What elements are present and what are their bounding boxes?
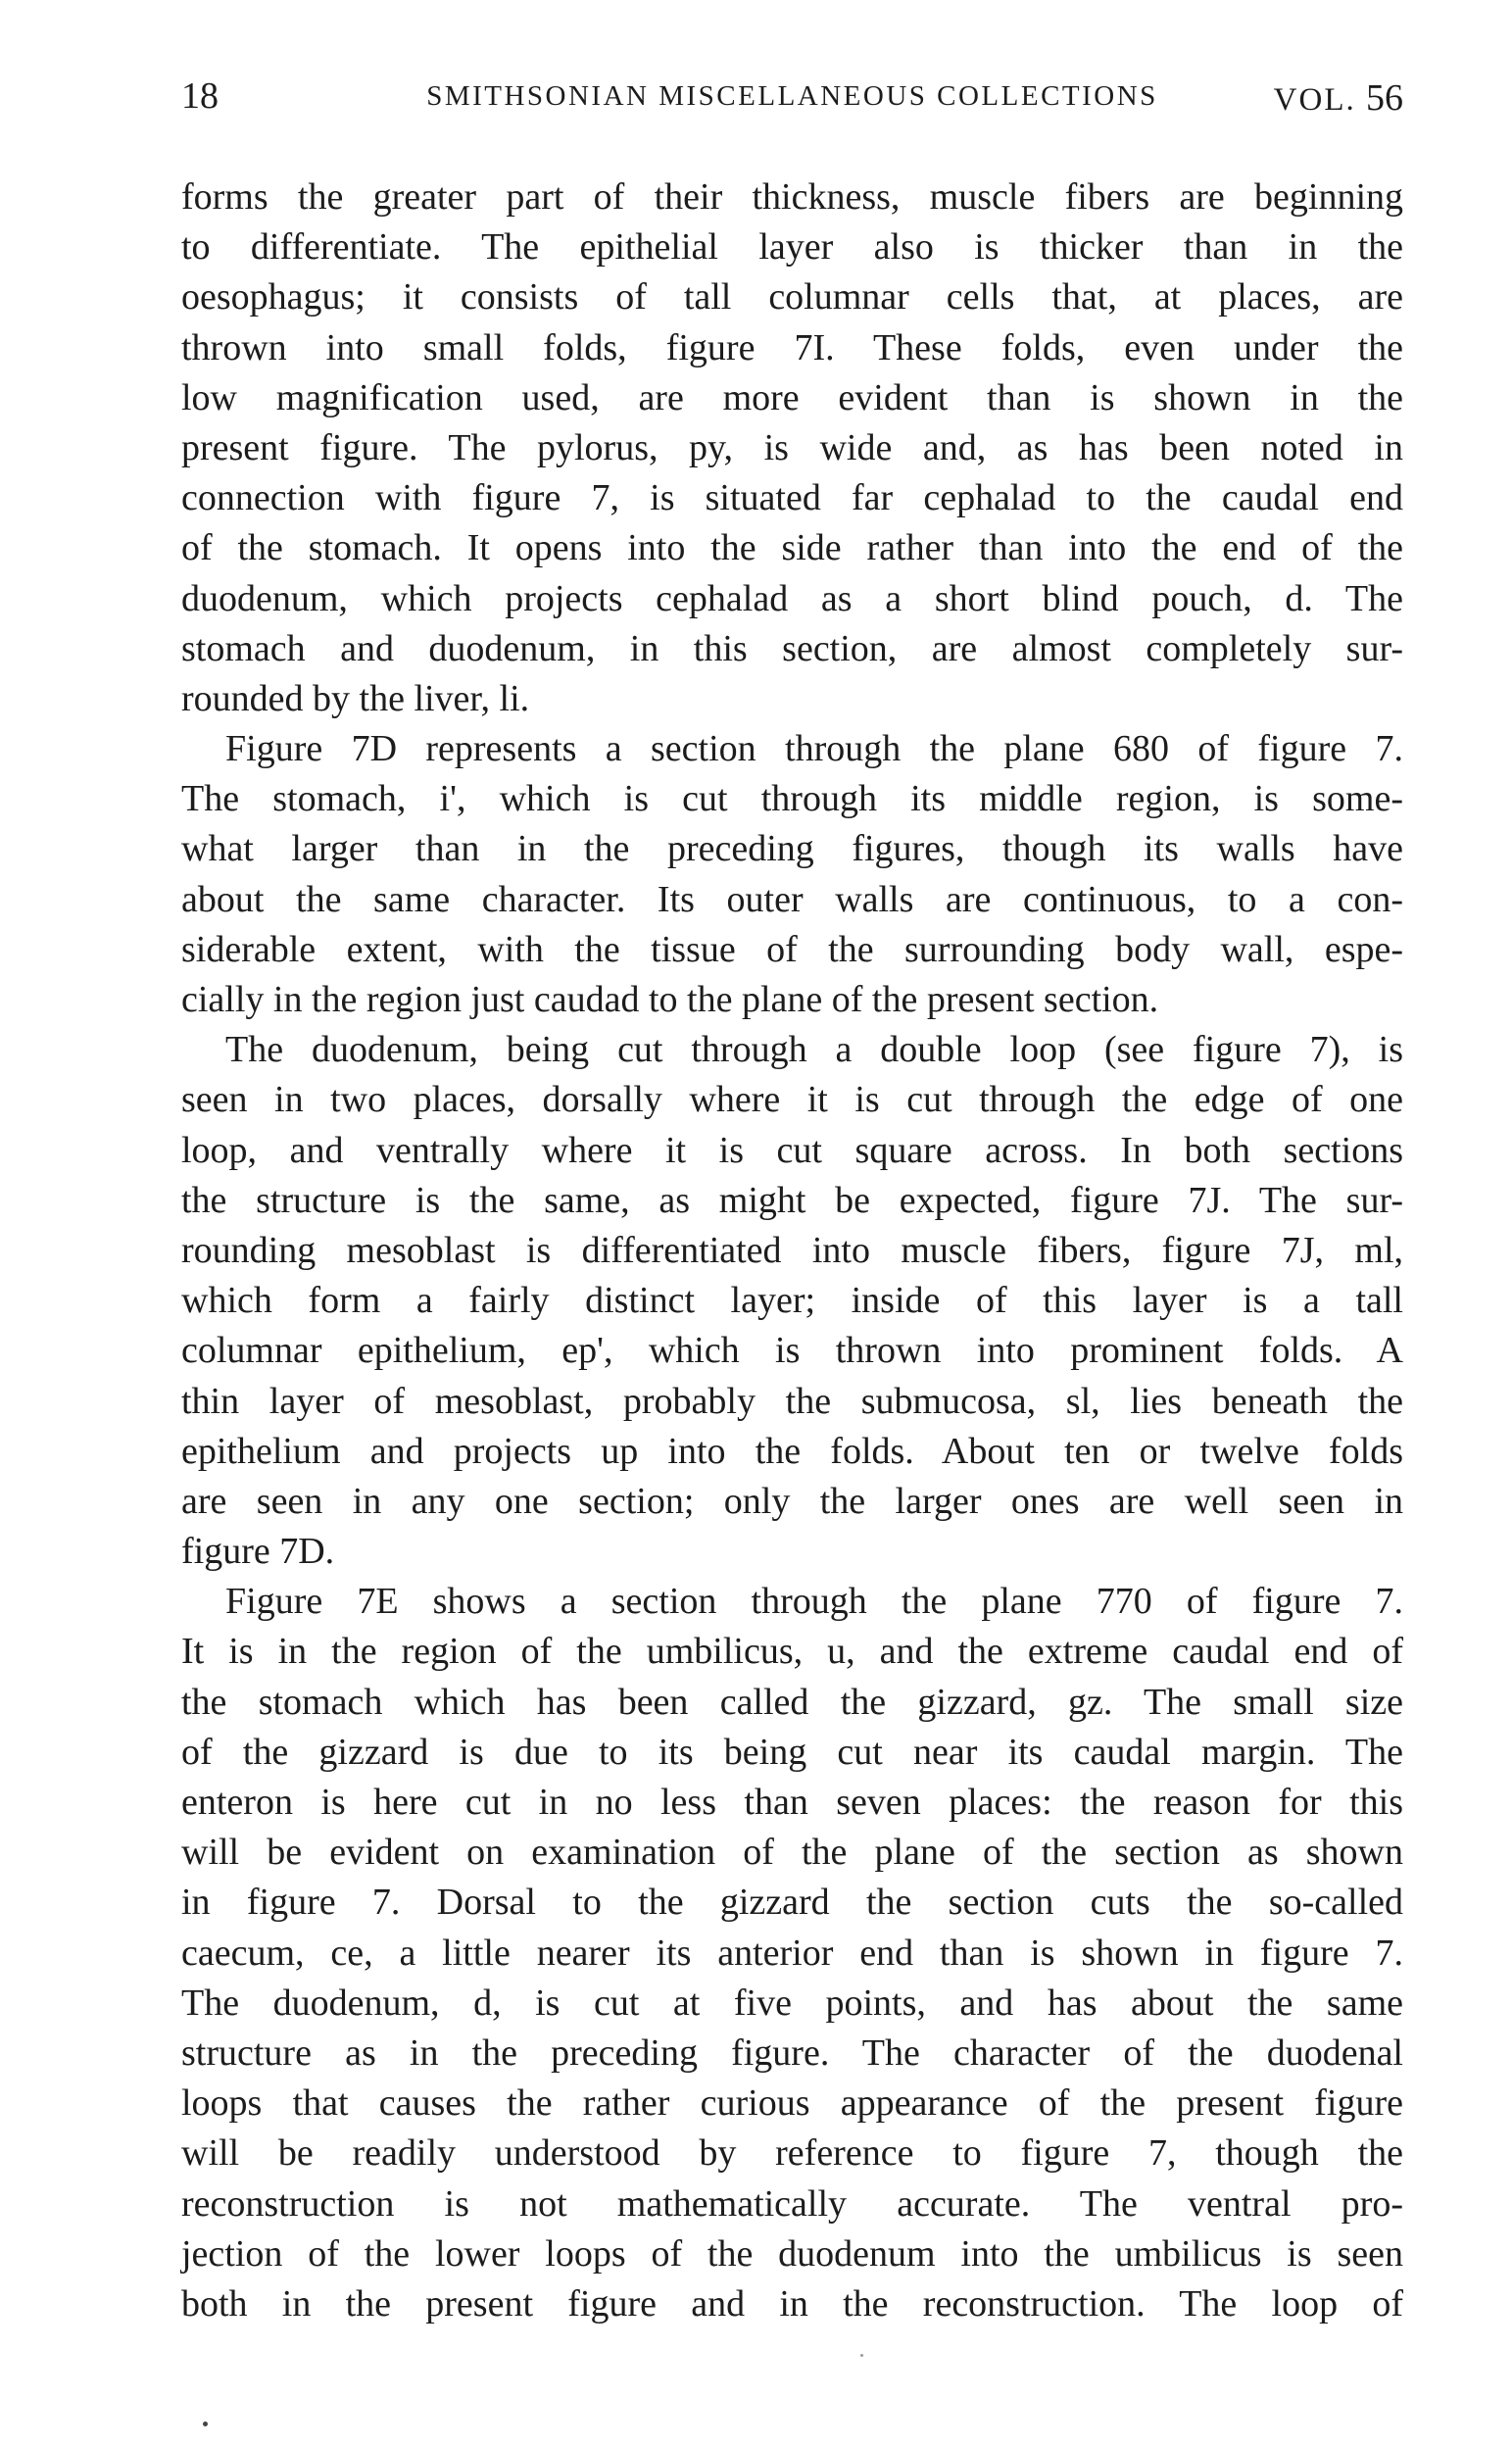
page-number: 18 [181,75,219,117]
text-line: duodenum, which projects cephalad as a short blind pouch, d. The [181,577,1403,619]
text-line: caecum, ce, a little nearer its anterior end than is shown in figure 7. [181,1932,1403,1974]
volume-label [1274,76,1403,120]
text-line: are seen in any one section; only the larger ones are well seen in [181,1480,1403,1522]
scan-speck [860,2354,863,2357]
text-line: columnar epithelium, ep', which is thrown into prominent folds. A [181,1330,1403,1372]
text-line: cially in the region just caudad to the plane of the present section. [181,979,1159,1020]
text-line: thrown into small folds, figure 7I. These folds, even under the [181,326,1403,368]
text-line: oesophagus; it consists of tall columnar cells that, at places, are [181,276,1403,318]
text-line: siderable extent, with the tissue of the surrounding body wall, espe- [181,928,1403,970]
paragraph-start: Figure 7E shows a section through the plane 770 of figure 7. [225,1581,1403,1623]
text-line: will be evident on examination of the plane of the section as shown [181,1832,1403,1874]
text-line: both in the present figure and in the reconstruction. The loop of [181,2282,1403,2325]
paragraph-start: Figure 7D represents a section through the plane 680 of figure 7. [225,728,1403,770]
text-line: reconstruction is not mathematically accurate. The ventral pro- [181,2182,1403,2225]
text-line: enteron is here cut in no less than seven places: the reason for this [181,1782,1403,1823]
text-line: stomach and duodenum, in this section, are almost completely sur- [181,627,1403,669]
text-line: loops that causes the rather curious appearance of the present figure [181,2082,1403,2125]
journal-title: SMITHSONIAN MISCELLANEOUS COLLECTIONS [426,80,1158,112]
text-line: low magnification used, are more evident than is shown in the [181,376,1403,418]
running-head [181,74,1403,133]
text-line: which form a fairly distinct layer; inside of this layer is a tall [181,1280,1403,1322]
text-line: figure 7D. [181,1531,335,1573]
text-line: the stomach which has been called the gizzard, gz. The small size [181,1681,1403,1723]
body-text [181,172,1403,2329]
text-line: epithelium and projects up into the folds. About ten or twelve folds [181,1430,1403,1472]
text-line: seen in two places, dorsally where it is cut through the edge of one [181,1079,1403,1121]
scan-speck [203,2422,208,2426]
text-line: in figure 7. Dorsal to the gizzard the section cuts the so-called [181,1882,1403,1924]
paragraph-start: The duodenum, being cut through a double loop (see figure 7), is [225,1029,1403,1071]
text-line: It is in the region of the umbilicus, u, and the extreme caudal end of [181,1631,1403,1673]
text-line: to differentiate. The epithelial layer also is thicker than in the [181,226,1403,269]
volume-number: 56 [1366,77,1403,119]
text-line: The stomach, i', which is cut through its middle region, is some- [181,778,1403,820]
text-line: will be readily understood by reference to figure 7, though the [181,2132,1403,2175]
text-line: forms the greater part of their thickness, muscle fibers are beginning [181,176,1403,218]
text-line: The duodenum, d, is cut at five points, and has about the same [181,1982,1403,2024]
volume-word: VOL. [1273,82,1356,118]
text-line: structure as in the preceding figure. The character of the duodenal [181,2031,1403,2074]
text-line: rounded by the liver, li. [181,677,530,719]
text-line: thin layer of mesoblast, probably the submucosa, sl, lies beneath the [181,1380,1403,1422]
text-line: jection of the lower loops of the duodenum into the umbilicus is seen [181,2232,1403,2275]
text-line: of the gizzard is due to its being cut near its caudal margin. The [181,1731,1403,1773]
text-line: connection with figure 7, is situated far cephalad to the caudal end [181,477,1403,519]
text-line: the structure is the same, as might be expected, figure 7J. The sur- [181,1179,1403,1221]
text-line: of the stomach. It opens into the side rather than into the end of the [181,527,1403,569]
text-line: present figure. The pylorus, py, is wide and, as has been noted in [181,426,1403,468]
text-line: what larger than in the preceding figures, though its walls have [181,828,1403,870]
text-line: loop, and ventrally where it is cut square across. In both sections [181,1129,1403,1171]
text-line: about the same character. Its outer walls are continuous, to a con- [181,878,1403,920]
text-line: rounding mesoblast is differentiated into muscle fibers, figure 7J, ml, [181,1229,1403,1271]
